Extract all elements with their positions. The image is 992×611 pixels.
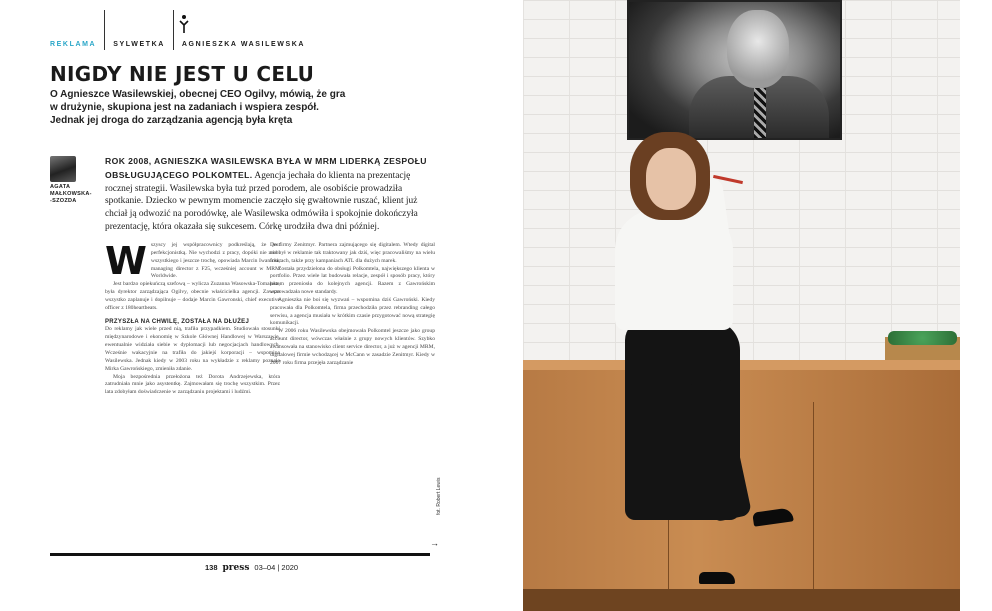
article-lead: O Agnieszce Wasilewskiej, obecnej CEO Ogilvy, mówią, że gra w drużynie, skupiona jest na zadaniach i wspiera zespół. Jednak jej droga do zarządzania agencją była kręta — [50, 89, 346, 126]
header-divider — [173, 10, 174, 50]
continue-arrow-icon: → — [430, 538, 439, 548]
section-subheading: PRZYSZŁA NA CHWILĘ, ZOSTAŁA NA DŁUŻEJ — [105, 318, 250, 325]
section-label: REKLAMA — [50, 40, 97, 48]
footer-rule — [50, 553, 430, 556]
photo-credit: fot. Robert Lewis — [436, 477, 442, 515]
rubric-logo-icon — [177, 14, 191, 34]
author-avatar — [50, 156, 76, 182]
body-paragraph: szyscy jej współpracownicy podkreślają, że jest perfekcjonistką. Nie wychodzi z pracy, dopóki nie zrobi wszystkiego i jeszcze trochę, opowiada Marcin Iwanicki, managing director z F25, wcześniej account w MRM Worldwide. — [150, 242, 280, 280]
body-paragraph: Została przydzielona do obsługi Polkomtela, największego klienta w portfolio. Przez wiele lat budowała relacje, zespół i sposób pracy, który potem przeniosła do kolejnych agencji. Razem z Gawrońskim wprowadzała nowe standardy. — [270, 265, 435, 296]
intro-text: Agencja jechała do klienta na prezentację rocznej strategii. Wasilewska była tuż przed porodem, ale osobiście prowadziła spotkanie. Dziecko w pewnym momencie zaczęło się gwałtownie ruszać, klient już chciał ją odwozić na porodówkę, ale Wasilewska odmówiła i spokojnie dokończyła prezentację, która okazała się sukcesem. Córkę urodziła dwa dni później. — [105, 170, 418, 232]
page-number: 138 — [205, 563, 218, 572]
author-box — [50, 156, 90, 205]
portrait-photo — [523, 0, 960, 611]
magazine-logo: press — [222, 563, 250, 573]
body-paragraph: Do reklamy jak wiele przed nią, trafiła przypadkiem. Studiowała stosunki międzynarodowe i ekonomię w Szkole Głównej Handlowej w Warszawie, ewentualnie widziała siebie w dyplomacji lub negocjacjach handlowych. Wcześnie wakacyjnie na trafiła do jakiejś korporacji – wspomina Wasilewska. Jednak kiedy w 2003 roku na wykładzie z reklamy poznała Mirka Gawrońskiego, zmieniła zdanie. — [105, 326, 280, 372]
shoe — [699, 572, 735, 584]
body-paragraph: Moja bezpośrednia przełożona też Dorota Andrzejewska, która zatrudniała mnie jako asystentkę. Zajmowałam się trochę wszystkim. Przez lata zdobyłam doświadczenie w zarządzaniu projektami i ludźmi. — [105, 373, 280, 396]
header-divider — [104, 10, 105, 50]
rubric-label: SYLWETKA — [113, 40, 165, 48]
person-face — [646, 148, 696, 210]
body-paragraph: Do firmy Zenitmyr. Partnera zajmującego się digitalem. Wtedy digital nie był w reklamie tak traktowany jak dziś, więc pracowaliśmy na wielu frontach, także przy kampaniach ATL dla dużych marek. — [270, 242, 435, 264]
author-name: AGATA MAŁKOWSKA- -SZOZDA — [50, 184, 92, 204]
framed-portrait — [627, 0, 842, 140]
article-title: NIGDY NIE JEST U CELU — [50, 62, 315, 86]
page-margin — [960, 0, 992, 611]
body-paragraph: Agnieszka nie boi się wyzwań – wspomina dziś Gawroński. Kiedy pracowała dla Polkomtela, firma przechodziła przez rebranding całego serwisu, a agencja musiała w krótkim czasie przygotować nową strategię komunikacji. — [270, 296, 435, 327]
article-intro — [105, 155, 440, 234]
profile-name-label: AGNIESZKA WASILEWSKA — [181, 40, 306, 48]
body-paragraph: Jest bardzo opiekuńczą szefową – wylicza Zuzanna Wasowska-Tomalska, była dyrektor zarządzająca Ogilvy, obecnie właścicielka agencji. Zawsze wszystko zaplanuje i dopilnuje – dodaje Marcin Gawronski, chief executive officer z 180heartbeats. — [105, 281, 280, 311]
intro-caps: ROK 2008, AGNIESZKA WASILEWSKA BYŁA W MRM LIDERKĄ ZESPOŁU OBSŁUGUJĄCEGO POLKOMTEL. — [105, 156, 427, 180]
body-paragraph: W 2006 roku Wasilewska obejmowała Polkomtel jeszcze jako group account director, wówczas właśnie z grupy nowych klientów. Szybko awansowała na stanowisko client service director, a już w agencji MRM, digitalowej firmie wchodzącej w McCann w zasadzie Zenitmyr. Kiedy w 2007 roku firma przejęła zarządzanie — [270, 328, 435, 366]
issue-label: 03–04 | 2020 — [254, 563, 299, 572]
page-header — [50, 36, 305, 52]
text-column-1 — [105, 239, 280, 397]
drop-cap: W — [105, 239, 147, 283]
page-footer — [205, 563, 298, 573]
text-column-2 — [270, 242, 435, 368]
